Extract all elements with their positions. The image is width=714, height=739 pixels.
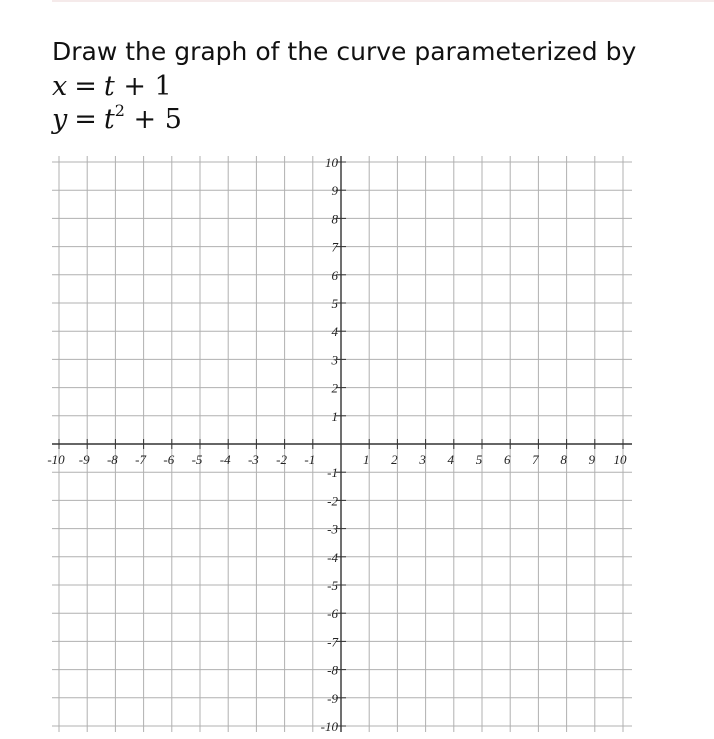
x-tick-label: -2 (276, 452, 288, 467)
x-tick-label: 6 (503, 452, 511, 467)
y-tick-label: 4 (331, 324, 338, 340)
x-tick-label: 4 (447, 452, 455, 467)
x-tick-label: 3 (419, 452, 426, 467)
x-tick-label: 8 (560, 452, 567, 467)
x-equation-parameter: t (103, 71, 115, 102)
y-tick-label: -7 (327, 634, 338, 650)
y-equation-lhs: y (52, 104, 68, 135)
y-tick-label: -2 (327, 493, 338, 509)
y-tick-label: -9 (327, 690, 338, 706)
y-tick-label: 1 (331, 408, 338, 424)
x-tick-label: -6 (163, 452, 175, 467)
x-tick-label: 2 (391, 452, 398, 467)
y-tick-label: -10 (320, 719, 338, 734)
x-tick-label: 7 (532, 452, 539, 467)
y-tick-label: 6 (331, 267, 338, 283)
y-tick-label: 2 (331, 380, 338, 396)
x-equation-lhs: x (52, 71, 68, 102)
y-tick-label: 10 (325, 155, 338, 170)
y-tick-label: -4 (327, 549, 338, 565)
y-tick-label: 3 (331, 352, 338, 368)
x-tick-label: -7 (135, 452, 147, 467)
y-equation-equals: = (74, 104, 97, 135)
x-tick-label: -10 (47, 452, 65, 467)
x-tick-label: 9 (588, 452, 596, 467)
y-tick-label: -6 (327, 606, 338, 622)
y-tick-label: 8 (331, 211, 338, 227)
x-tick-label: -9 (78, 452, 90, 467)
y-tick-label: 5 (331, 296, 338, 311)
x-equation-rest: + 1 (123, 71, 172, 102)
y-tick-label: -1 (327, 465, 338, 481)
x-tick-label: 1 (362, 452, 370, 467)
x-tick-label: -8 (106, 452, 118, 467)
y-tick-label: -3 (327, 521, 338, 537)
axes (52, 156, 632, 732)
y-tick-label: 9 (331, 183, 338, 199)
x-tick-label: -1 (304, 452, 316, 467)
y-equation-rest: + 5 (133, 104, 182, 135)
x-tick-label: 10 (613, 452, 627, 467)
question-prompt: Draw the graph of the curve parameterized by (52, 37, 637, 66)
x-equation-equals: = (74, 71, 97, 102)
y-equation-exponent: 2 (114, 101, 125, 120)
x-tick-label: -5 (191, 452, 203, 467)
y-tick-label: -8 (327, 662, 338, 678)
x-tick-label: -4 (219, 452, 231, 467)
y-equation-parameter: t (103, 104, 115, 135)
x-tick-label: -3 (247, 452, 259, 467)
y-tick-label: -5 (327, 578, 338, 593)
y-tick-label: 7 (331, 239, 338, 255)
x-tick-label: 5 (475, 452, 483, 467)
